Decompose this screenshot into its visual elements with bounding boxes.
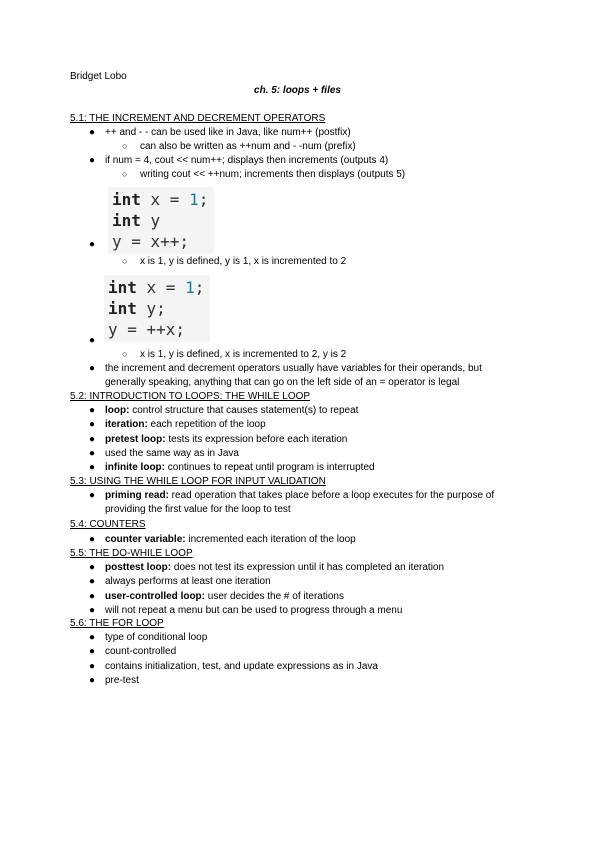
bullet-icon: ● — [89, 363, 96, 374]
code-snippet-prefix: int x = 1; int y; y = ++x; — [104, 275, 210, 342]
bullet-icon: ● — [89, 590, 96, 602]
section-heading-5-3: 5.3: USING THE WHILE LOOP FOR INPUT VALIDATION — [70, 476, 326, 487]
bullet-icon: ● — [89, 239, 96, 250]
bullet-icon: ● — [89, 646, 96, 658]
section-heading-5-6: 5.6: THE FOR LOOP — [70, 618, 164, 629]
bullet-icon: ● — [89, 562, 96, 573]
section-heading-5-5: 5.5: THE DO-WHILE LOOP — [70, 548, 193, 559]
bullet-icon: ● — [89, 433, 96, 445]
bullet-icon: ● — [89, 604, 96, 616]
bullet-icon: ● — [89, 490, 96, 501]
bullet-icon: ● — [89, 660, 96, 672]
bullet-icon: ● — [89, 419, 96, 431]
section-heading-5-2: 5.2: INTRODUCTION TO LOOPS: THE WHILE LOOP — [70, 391, 311, 402]
bullet-icon: ● — [89, 155, 96, 166]
document-title: ch. 5: loops + files — [254, 85, 341, 96]
bullet-icon: ● — [89, 632, 96, 643]
code-snippet-postfix: int x = 1; int y y = x++; — [108, 187, 214, 254]
bullet-icon: ● — [89, 534, 96, 545]
section-heading-5-4: 5.4: COUNTERS — [70, 519, 146, 530]
bullet-icon: ● — [89, 674, 96, 686]
circle-bullet-icon: ○ — [122, 141, 128, 151]
circle-bullet-icon: ○ — [122, 169, 128, 179]
bullet-icon: ● — [89, 447, 96, 459]
bullet-icon: ● — [89, 405, 96, 416]
bullet-icon: ● — [89, 462, 96, 474]
author-name: Bridget Lobo — [70, 71, 127, 82]
bullet-icon: ● — [89, 335, 96, 346]
section-heading-5-1: 5.1: THE INCREMENT AND DECREMENT OPERATORS — [70, 113, 326, 124]
circle-bullet-icon: ○ — [122, 256, 128, 266]
bullet-icon: ● — [89, 576, 96, 588]
circle-bullet-icon: ○ — [122, 349, 128, 359]
bullet-icon: ● — [89, 127, 96, 138]
